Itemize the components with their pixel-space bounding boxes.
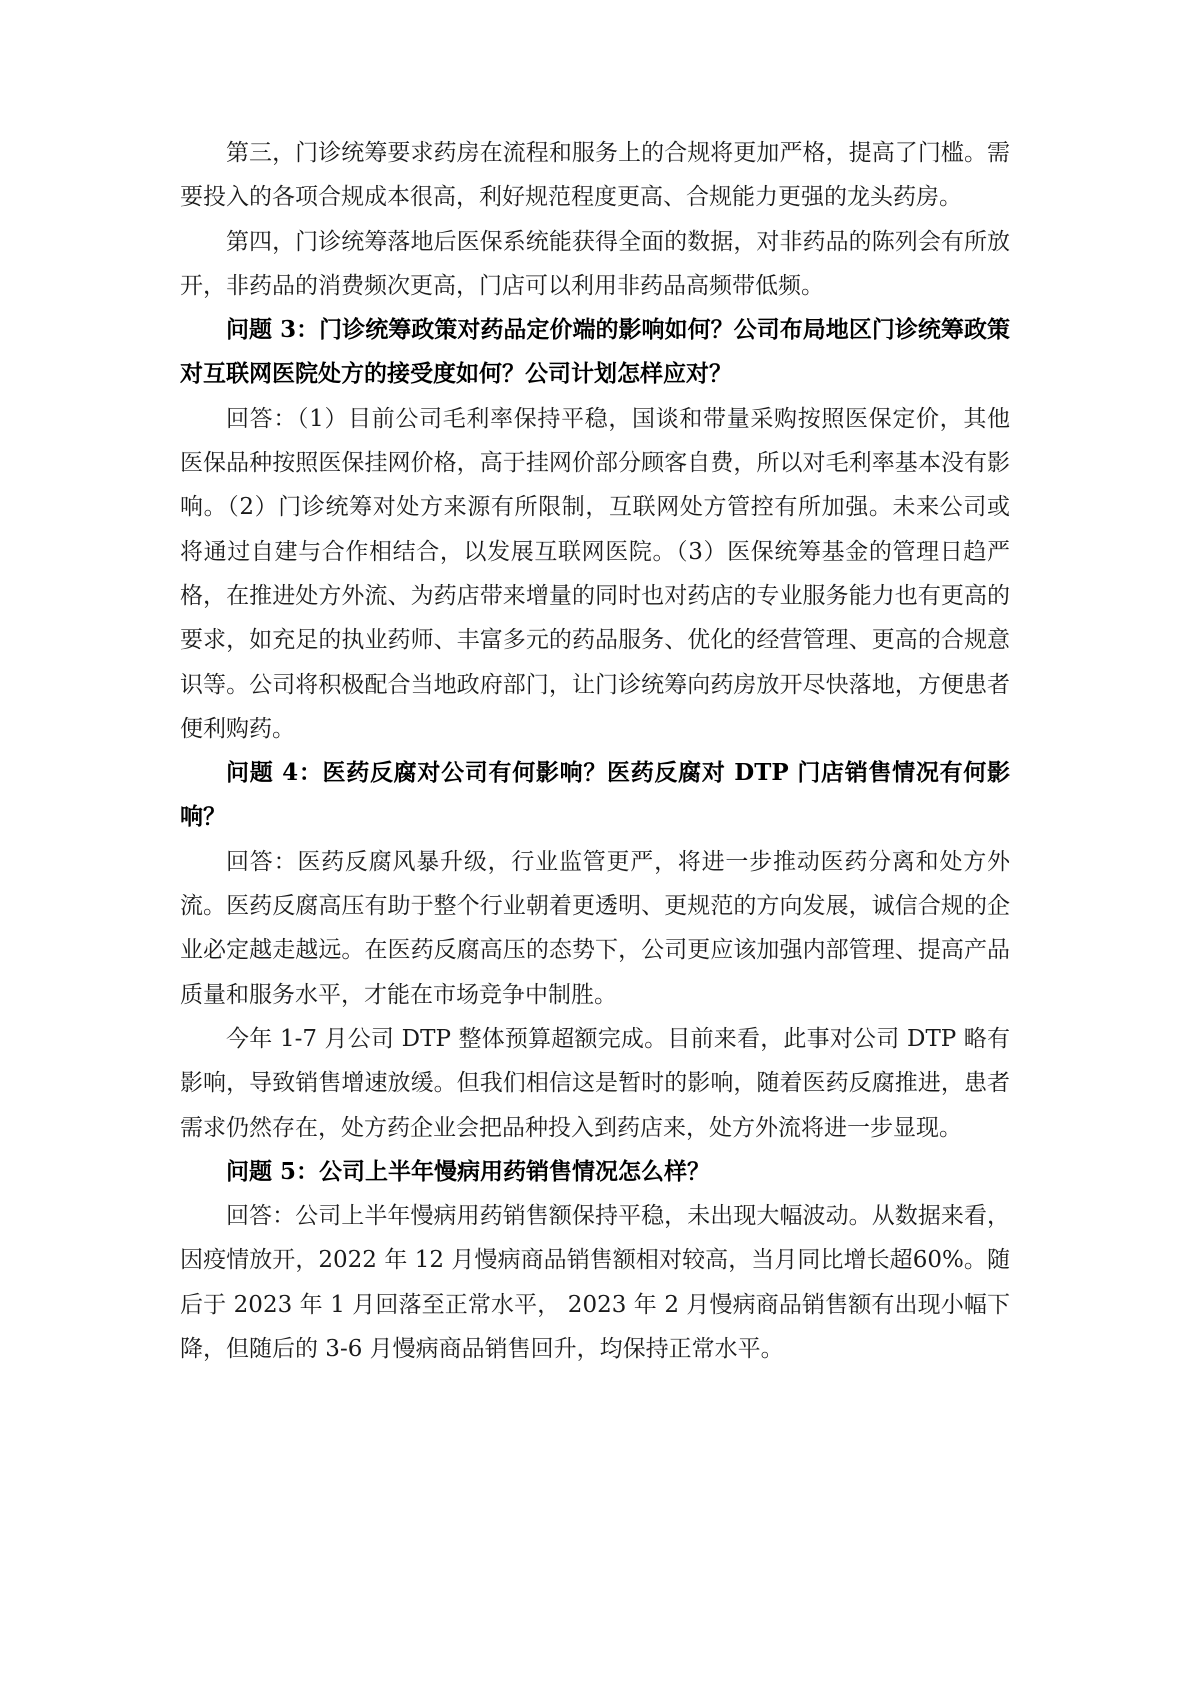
answer-4-paragraph: 回答：医药反腐风暴升级，行业监管更严，将进一步推动医药分离和处方外流。医药反腐高压有助于整个行业朝着更透明、更规范的方向发展，诚信合规的企业必定越走越远。在医药反腐高压的态势下，公司更应该加强内部管理、提高产品质量和服务水平，才能在市场竞争中制胜。 [180,848,1010,1008]
document-body [180,131,1010,1371]
paragraph-fourth-point: 第四，门诊统筹落地后医保系统能获得全面的数据，对非药品的陈列会有所放开，非药品的消费频次更高，门店可以利用非药品高频带低频。 [180,228,1010,299]
answer-4-followup-paragraph: 今年 1-7 月公司 DTP 整体预算超额完成。目前来看，此事对公司 DTP 略有影响，导致销售增速放缓。但我们相信这是暂时的影响，随着医药反腐推进，患者需求仍然存在，处方药企业会把品种投入到药店来，处方外流将进一步显现。 [180,1025,1010,1141]
question-5-heading: 问题 5：公司上半年慢病用药销售情况怎么样？ [226,1157,711,1185]
question-4-heading: 问题 4：医药反腐对公司有何影响？医药反腐对 DTP 门店销售情况有何影响？ [180,759,1010,831]
question-3-heading: 问题 3：门诊统筹政策对药品定价端的影响如何？公司布局地区门诊统筹政策对互联网医院处方的接受度如何？公司计划怎样应对？ [180,316,1010,388]
answer-5-paragraph: 回答：公司上半年慢病用药销售额保持平稳，未出现大幅波动。从数据来看，因疫情放开，2022 年 12 月慢病商品销售额相对较高，当月同比增长超60%。随后于 2023 年 1 月回落至正常水平， 2023 年 2 月慢病商品销售额有出现小幅下降，但随后的 3-6 月慢病商品销售回升，均保持正常水平。 [180,1203,1010,1363]
paragraph-third-point: 第三，门诊统筹要求药房在流程和服务上的合规将更加严格，提高了门槛。需要投入的各项合规成本很高，利好规范程度更高、合规能力更强的龙头药房。 [180,140,1010,211]
answer-3-paragraph: 回答：（1）目前公司毛利率保持平稳，国谈和带量采购按照医保定价，其他医保品种按照医保挂网价格，高于挂网价部分顾客自费，所以对毛利率基本没有影响。（2）门诊统筹对处方来源有所限制，互联网处方管控有所加强。未来公司或将通过自建与合作相结合，以发展互联网医院。（3）医保统筹基金的管理日趋严格，在推进处方外流、为药店带来增量的同时也对药店的专业服务能力也有更高的要求，如充足的执业药师、丰富多元的药品服务、优化的经营管理、更高的合规意识等。公司将积极配合当地政府部门，让门诊统筹向药房放开尽快落地，方便患者便利购药。 [180,405,1010,742]
